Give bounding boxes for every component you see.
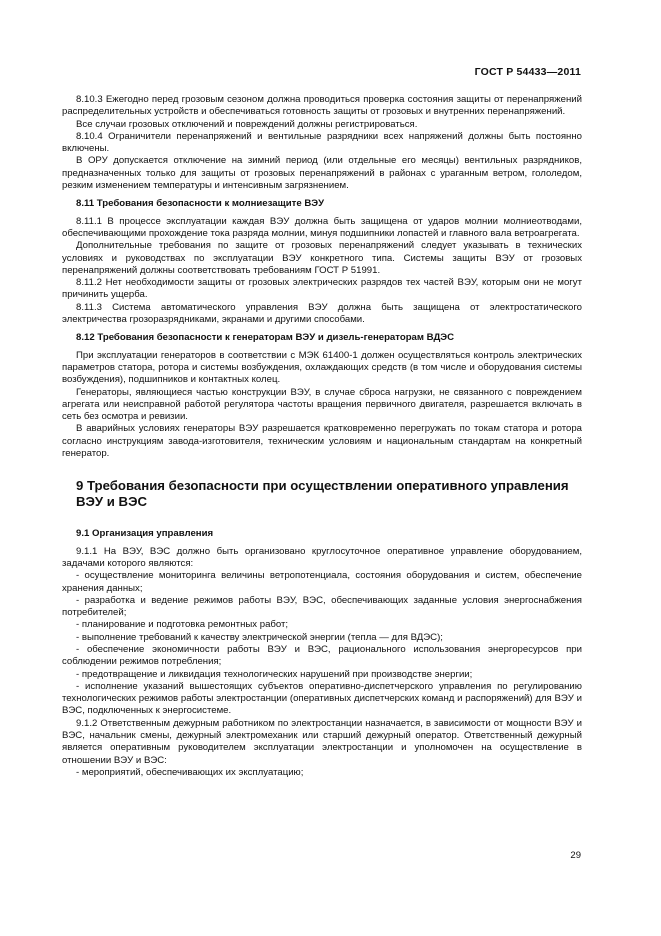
paragraph-9-1-1: 9.1.1 На ВЭУ, ВЭС должно быть организовано круглосуточное оперативное управление оборудованием, задачами которого являются: bbox=[62, 545, 582, 569]
paragraph-9-1-2: 9.1.2 Ответственным дежурным работником по электростанции назначается, в зависимости от мощности ВЭУ и ВЭС, начальник смены, дежурный электромеханик или старший дежурный оператор. Ответственный дежурный является оперативным руководителем эксплуатации электростанции и уполномочен на осуществление в отношении ВЭУ и ВЭС: bbox=[62, 717, 582, 766]
section-heading-8-12: 8.12 Требования безопасности к генераторам ВЭУ и дизель-генераторам ВДЭС bbox=[76, 332, 455, 344]
paragraph-8-11-3: 8.11.3 Система автоматического управления ВЭУ должна быть защищена от электростатического электричества грозоразрядниками, экранами и другими способами. bbox=[62, 301, 582, 326]
list-item: - обеспечение экономичности работы ВЭУ и ВЭС, рационального использования энергоресурсов при соблюдении режимов потребления; bbox=[62, 643, 582, 668]
document-body bbox=[62, 94, 582, 779]
paragraph: При эксплуатации генераторов в соответствии с МЭК 61400-1 должен осуществляться контроль электрических параметров статора, ротора и системы возбуждения, охлаждающих средств (в том числе и оборудования системы возбуждения), подшипников и контактных колец. bbox=[62, 349, 582, 386]
paragraph-8-11-1: 8.11.1 В процессе эксплуатации каждая ВЭУ должна быть защищена от ударов молнии молниеотводами, обеспечивающими прохождение тока разряда молнии, минуя подшипники лопастей и главного вала ветроагрегата. bbox=[62, 215, 582, 239]
section-heading-8-11: 8.11 Требования безопасности к молниезащите ВЭУ bbox=[76, 198, 325, 210]
paragraph: В ОРУ допускается отключение на зимний период (или отдельные его месяцы) вентильных разрядников, предназначенных только для защиты от грозовых перенапряжений в районах с ураганным ветром, гололедом, резким изменением температуры и интенсивным загрязнением. bbox=[62, 155, 582, 192]
page-number: 29 bbox=[570, 850, 581, 861]
chapter-heading-9: 9 Требования безопасности при осуществлении оперативного управления ВЭУ и ВЭС bbox=[76, 478, 569, 510]
paragraph: Дополнительные требования по защите от грозовых перенапряжений следует указывать в технических условиях и руководствах по эксплуатации ВЭУ конкретного типа. Системы защиты ВЭУ от грозовых перенапряжений должны соответствовать требованиям ГОСТ Р 51991. bbox=[62, 240, 582, 276]
list-item: - планирование и подготовка ремонтных работ; bbox=[76, 619, 289, 631]
paragraph: Генераторы, являющиеся частью конструкции ВЭУ, в случае сброса нагрузки, не связанного с повреждением агрегата или неисправной работой регулятора частоты вращения первичного двигателя, разрешается включать в сеть без осмотра и ревизии. bbox=[62, 386, 582, 423]
paragraph: В аварийных условиях генераторы ВЭУ разрешается кратковременно перегружать по токам статора и ротора согласно инструкциям завода-изготовителя, техническим условиям и национальным стандартам на конкретный генератор. bbox=[62, 423, 582, 460]
list-item: - исполнение указаний вышестоящих субъектов оперативно-диспетчерского управления по регулированию технологических режимов работы электростанции (оперативных диспетчерских команд и распоряжений) для ВЭУ и ВЭС, подключенных к энергосистеме. bbox=[62, 680, 582, 717]
document-standard-number: ГОСТ Р 54433—2011 bbox=[474, 66, 581, 78]
list-item: - мероприятий, обеспечивающих их эксплуатацию; bbox=[76, 766, 304, 778]
list-item: - предотвращение и ликвидация технологических нарушений при производстве энергии; bbox=[76, 668, 473, 680]
list-item: - осуществление мониторинга величины ветропотенциала, состояния оборудования и систем, обеспечение хранения данных; bbox=[62, 570, 582, 594]
list-item: - разработка и ведение режимов работы ВЭУ, ВЭС, обеспечивающих заданные условия энергоснабжения потребителей; bbox=[62, 594, 582, 619]
paragraph-8-11-2: 8.11.2 Нет необходимости защиты от грозовых электрических разрядов тех частей ВЭУ, которым они не могут причинить ущерба. bbox=[62, 277, 582, 301]
list-item: - выполнение требований к качеству электрической энергии (тепла — для ВДЭС); bbox=[76, 631, 443, 643]
section-heading-9-1: 9.1 Организация управления bbox=[76, 528, 214, 540]
paragraph-8-10-3: 8.10.3 Ежегодно перед грозовым сезоном должна проводиться проверка состояния защиты от перенапряжений распределительных устройств и обеспечиваться готовность защиты от грозовых и внутренних перенапряжений. bbox=[62, 94, 582, 118]
paragraph-8-10-4: 8.10.4 Ограничители перенапряжений и вентильные разрядники всех напряжений должны быть постоянно включены. bbox=[62, 130, 582, 155]
paragraph: Все случаи грозовых отключений и повреждений должны регистрироваться. bbox=[76, 118, 418, 130]
